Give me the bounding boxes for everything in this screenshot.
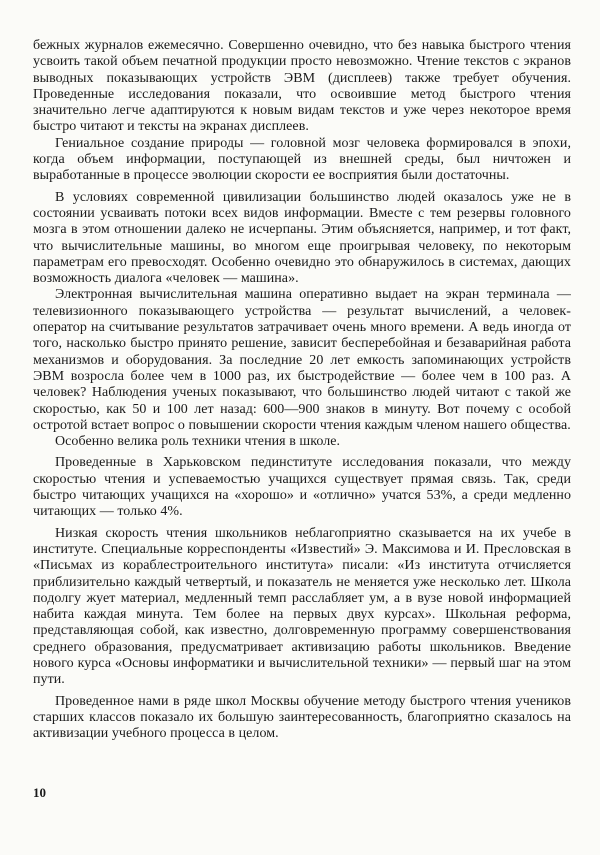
paragraph: Электронная вычислительная машина оперативно выдает на экран терминала — телевизионного показывающего устройства — результат вычислений, а человек-оператор на считывание результатов затрачивает очень много времени. А ведь иногда от того, насколько быстро принято решение, зависит бесперебойная и безаварийная работа механизмов и оборудования. За последние 20 лет емкость запоминающих устройств ЭВМ возросла более чем в 1000 раз, их быстродействие — более чем в 100 раз. А человек? Наблюдения ученых показывают, что большинство людей читают с такой же скоростью, как 50 и 100 лет назад: 600—900 знаков в минуту. Вот почему с особой остротой встает вопрос о повышении скорости чтения каждым членом нашего общества. bbox=[33, 287, 571, 433]
paragraph: Проведенное нами в ряде школ Москвы обучение методу быстрого чтения учеников старших классов показало их большую заинтересованность, благоприятно сказалось на активизации учебного процесса в целом. bbox=[33, 693, 571, 742]
paragraph: Особенно велика роль техники чтения в школе. bbox=[55, 434, 341, 450]
body-text bbox=[33, 38, 571, 742]
paragraph: Гениальное создание природы — головной мозг человека формировался в эпохи, когда объем информации, поступающей из внешней среды, был ничтожен и выработанные в процессе эволюции скорости ее восприятия были достаточны. bbox=[33, 135, 571, 184]
paragraph-continued: бежных журналов ежемесячно. Совершенно очевидно, что без навыка быстрого чтения усвоить такой объем печатной продукции просто невозможно. Чтение текстов с экранов выводных показывающих устройств ЭВМ (дисплеев) также требует обучения. Проведенные исследования показали, что освоившие метод быстрого чтения значительно легче адаптируются к новым видам текстов и уже через некоторое время быстро читают и тексты на экранах дисплеев. bbox=[33, 38, 571, 135]
page-number: 10 bbox=[33, 785, 46, 800]
paragraph: Проведенные в Харьковском пединституте исследования показали, что между скоростью чтения и успеваемостью учащихся существует прямая связь. Так, среди быстро читающих учащихся на «хорошо» и «отлично» учатся 53%, а среди медленно читающих — только 4%. bbox=[33, 455, 571, 520]
paragraph: В условиях современной цивилизации большинство людей оказалось уже не в состоянии усваивать потоки всех видов информации. Вместе с тем резервы головного мозга в этом отношении далеко не исчерпаны. Этим объясняется, например, и тот факт, что вычислительные машины, во многом еще проигрывая человеку, по некоторым параметрам его превосходят. Особенно очевидно это обнаружилось в системах, дающих возможность диалога «человек — машина». bbox=[33, 189, 571, 287]
paragraph: Низкая скорость чтения школьников неблагоприятно сказывается на их учебе в институте. Специальные корреспонденты «Известий» Э. Максимова и И. Пресловская в «Письмах из кораблестроительного института» писали: «Из института отчисляется приблизительно каждый четвертый, и показатель не меняется уже несколько лет. Школа подолгу жует материал, медленный темп расслабляет ум, а в вузе новой информацией набита каждая минута. Тем более на первых двух курсах». Школьная реформа, представляющая собой, как известно, долговременную программу совершенствования среднего образования, предусматривает активизацию работы школьников. Введение нового курса «Основы информатики и вычислительной техники» — первый шаг на этом пути. bbox=[33, 525, 571, 688]
